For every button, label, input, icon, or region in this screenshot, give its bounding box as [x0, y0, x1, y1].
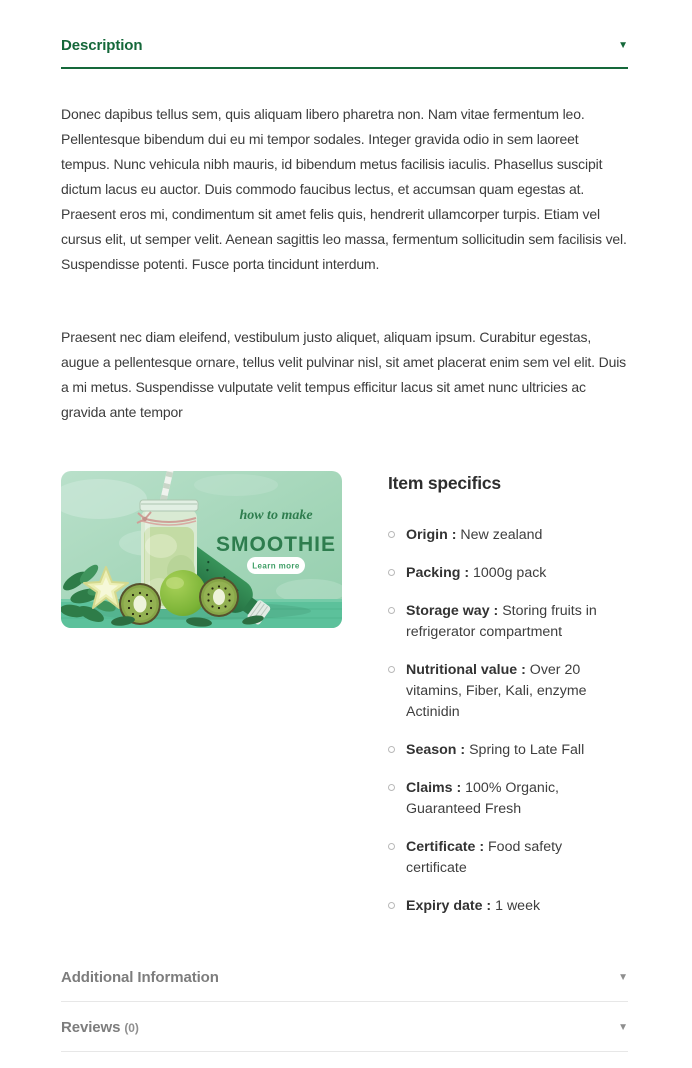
- spec-label: Packing :: [406, 565, 470, 581]
- spec-item-origin: [388, 525, 626, 546]
- bullet-circle-icon: [388, 531, 395, 538]
- bullet-circle-icon: [388, 607, 395, 614]
- reviews-tab-label: [61, 1019, 139, 1036]
- description-paragraph-2: Praesent nec diam eleifend, vestibulum justo aliquet, aliquam ipsum. Curabitur egestas, augue a pellentesque ornare, tellus velit pulvinar nisl, sit amet placerat enim sem vel elit. Duis a mi metus. Suspendisse vulputate velit tempus efficitur lacus sit amet nunc ultricies ac gravida ante tempor: [61, 329, 627, 420]
- spec-item-nutritional-value: [388, 660, 626, 723]
- spec-item-season: [388, 740, 626, 761]
- item-specifics-list: [388, 525, 626, 917]
- product-banner-image: [61, 471, 342, 628]
- bullet-circle-icon: [388, 784, 395, 791]
- bullet-circle-icon: [388, 746, 395, 753]
- spec-value: Spring to Late Fall: [469, 742, 585, 758]
- spec-label: Expiry date :: [406, 898, 492, 914]
- smoothie-banner-illustration: [61, 471, 342, 628]
- item-specifics-heading: Item specifics: [388, 473, 501, 493]
- spec-item-claims: [388, 778, 626, 820]
- chevron-down-icon[interactable]: ▼: [618, 39, 628, 51]
- additional-information-tab-label: Additional Information: [61, 969, 219, 986]
- spec-item-expiry-date: [388, 896, 626, 917]
- banner-script-text: how to make: [239, 508, 313, 523]
- bullet-circle-icon: [388, 569, 395, 576]
- reviews-accordion-header[interactable]: [61, 1002, 628, 1052]
- spec-value: 1000g pack: [473, 565, 547, 581]
- spec-value: Storing fruits in refrigerator compartment: [406, 603, 597, 640]
- collapsed-accordions: [61, 952, 628, 1052]
- chevron-down-icon[interactable]: ▼: [618, 971, 628, 983]
- spec-label: Season :: [406, 742, 466, 758]
- description-tab-label: Description: [61, 37, 143, 54]
- spec-label: Nutritional value :: [406, 662, 526, 678]
- spec-item-storage-way: [388, 601, 626, 643]
- bullet-circle-icon: [388, 666, 395, 673]
- spec-item-certificate: [388, 837, 626, 879]
- learn-more-button: [247, 557, 305, 574]
- banner-title-text: SMOOTHIE: [215, 533, 337, 556]
- bullet-circle-icon: [388, 902, 395, 909]
- spec-label: Storage way :: [406, 603, 499, 619]
- reviews-count-badge: (0): [124, 1021, 139, 1035]
- spec-label: Origin :: [406, 527, 457, 543]
- reviews-label: Reviews: [61, 1019, 121, 1036]
- bullet-circle-icon: [388, 843, 395, 850]
- spec-label: Certificate :: [406, 839, 485, 855]
- chevron-down-icon[interactable]: ▼: [618, 1021, 628, 1033]
- spec-value: 1 week: [495, 898, 541, 914]
- spec-label: Claims :: [406, 780, 462, 796]
- description-media-row: [61, 471, 628, 934]
- spec-value: Food safety certificate: [406, 839, 563, 876]
- spec-value: New zealand: [460, 527, 543, 543]
- item-specifics-panel: [388, 471, 626, 934]
- description-divider: [61, 67, 628, 69]
- additional-information-accordion-header[interactable]: [61, 952, 628, 1002]
- learn-more-label: Learn more: [252, 561, 300, 571]
- spec-value: 100% Organic, Guaranteed Fresh: [406, 780, 560, 817]
- spec-item-packing: [388, 563, 626, 584]
- description-accordion-header[interactable]: [61, 0, 628, 54]
- description-paragraph-1: Donec dapibus tellus sem, quis aliquam libero pharetra non. Nam vitae fermentum leo. Pellentesque bibendum dui eu mi tempor sodales. Integer gravida odio in sem laoreet tempus. Nunc vehicula nibh mauris, id bibendum metus facilisis iaculis. Phasellus suscipit dictum lacus eu auctor. Duis commodo faucibus lectus, et accumsan quam egestas at. Praesent eros mi, condimentum sit amet felis quis, hendrerit ullamcorper turpis. Etiam vel cursus elit, ut semper velit. Aenean sagittis leo massa, fermentum sollicitudin sem facilisis vel. Suspendisse potenti. Fusce porta tincidunt interdum.: [61, 106, 627, 272]
- spec-value: Over 20 vitamins, Fiber, Kali, enzyme Actinidin: [406, 662, 587, 720]
